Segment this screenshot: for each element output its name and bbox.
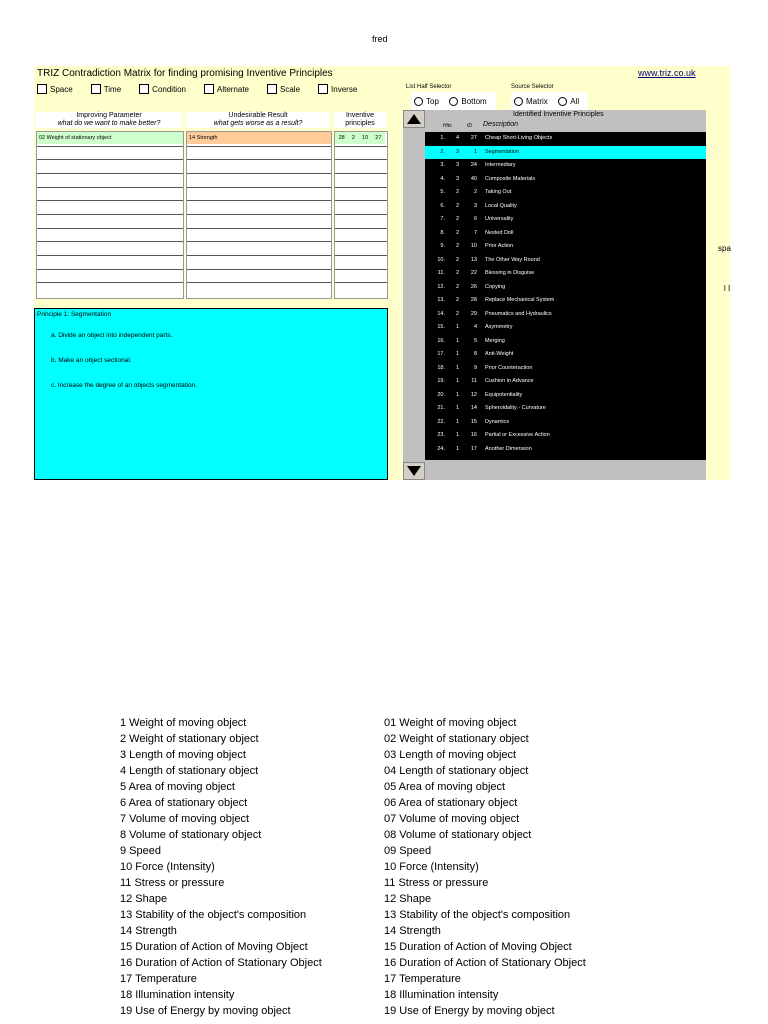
row-hits: 2 xyxy=(455,216,459,222)
principle-row[interactable] xyxy=(425,362,706,376)
principle-row[interactable] xyxy=(425,321,706,335)
row-index: 19. xyxy=(437,378,445,384)
matrix-radio[interactable]: Matrix xyxy=(514,97,548,106)
checkbox-box[interactable] xyxy=(204,84,214,94)
row-id: 2 xyxy=(473,189,477,195)
principle-detail-panel xyxy=(34,308,388,480)
arrow-up-icon xyxy=(407,114,421,124)
row-hits: 2 xyxy=(455,270,459,276)
row-hits: 2 xyxy=(455,229,459,236)
parameter-item: 10 Force (Intensity) xyxy=(120,861,215,873)
row-index: 2. xyxy=(440,148,445,155)
parameter-item: 18 Illumination intensity xyxy=(384,989,499,1001)
bottom-radio[interactable]: Bottom xyxy=(449,97,486,106)
condition-checkbox[interactable]: Condition xyxy=(139,83,186,95)
row-description: Partial or Excessive Action xyxy=(485,432,550,438)
row-hits: 3 xyxy=(455,175,459,182)
row-description: Prior Action xyxy=(485,243,514,249)
improving-header: Improving Parameter what do we want to make better? xyxy=(36,112,182,128)
row-description: Segmentation xyxy=(485,148,519,155)
row-id: 4 xyxy=(473,324,477,330)
principle-row[interactable] xyxy=(425,281,706,295)
row-description: Universality xyxy=(485,216,514,222)
row-description: The Other Way Round xyxy=(485,256,540,263)
id-header: ID xyxy=(467,123,472,129)
row-id: 6 xyxy=(473,216,477,222)
checkbox-box[interactable] xyxy=(318,84,328,94)
principle-row[interactable] xyxy=(425,254,706,268)
row-description: Copying xyxy=(485,283,506,290)
row-hits: 4 xyxy=(455,135,459,141)
principle-row[interactable] xyxy=(425,132,706,146)
scroll-down-button[interactable] xyxy=(403,462,425,480)
principle-value[interactable]: 2 xyxy=(351,135,355,141)
row-index: 5. xyxy=(440,189,445,195)
parameter-item: 04 Length of stationary object xyxy=(384,765,529,777)
row-id: 26 xyxy=(470,283,477,290)
parameter-item: 13 Stability of the object's composition xyxy=(384,909,571,921)
row-index: 24. xyxy=(437,445,445,452)
time-checkbox[interactable]: Time xyxy=(91,83,121,95)
row-id: 7 xyxy=(473,229,477,236)
row-description: Prior Counteraction xyxy=(485,364,533,371)
principle-row[interactable] xyxy=(425,443,706,457)
parameter-list-left xyxy=(120,715,322,1019)
all-radio[interactable]: All xyxy=(558,97,579,106)
hits-header: Hits xyxy=(443,123,452,129)
principle-row[interactable] xyxy=(425,416,706,430)
row-hits: 2 xyxy=(455,243,459,249)
principle-detail-item: c. Increase the degree of an objects segmentation. xyxy=(51,382,197,389)
parameter-item: 3 Length of moving object xyxy=(120,749,246,761)
identified-title: Identified Inventive Principles xyxy=(513,111,604,118)
principle-detail-item: b. Make an object sectional. xyxy=(51,357,132,364)
row-hits: 2 xyxy=(455,202,459,209)
row-index: 20. xyxy=(437,391,445,398)
row-description: Merging xyxy=(485,337,505,344)
row-index: 23. xyxy=(437,432,445,438)
scroll-up-button[interactable] xyxy=(403,110,425,128)
parameter-item: 08 Volume of stationary object xyxy=(384,829,532,841)
parameter-item: 7 Volume of moving object xyxy=(120,813,250,825)
parameter-item: 9 Speed xyxy=(120,845,161,857)
source-selector-label: Source Selector xyxy=(511,84,554,90)
principle-row[interactable] xyxy=(425,308,706,322)
parameter-item: 12 Shape xyxy=(384,893,432,905)
row-index: 14. xyxy=(437,310,445,317)
parameter-item: 09 Speed xyxy=(384,845,432,857)
row-description: Equipotentiality xyxy=(485,391,523,398)
row-hits: 1 xyxy=(455,351,459,357)
row-index: 15. xyxy=(437,324,445,330)
space-checkbox[interactable]: Space xyxy=(37,83,73,95)
row-hits: 2 xyxy=(455,297,459,303)
row-index: 4. xyxy=(440,175,445,182)
triz-link[interactable]: www.triz.co.uk xyxy=(638,68,696,78)
page-note: fred xyxy=(372,34,388,44)
row-id: 9 xyxy=(473,364,477,371)
parameter-item: 02 Weight of stationary object xyxy=(384,733,529,745)
principle-value[interactable]: 27 xyxy=(375,135,382,141)
radio-dot[interactable] xyxy=(514,97,523,106)
row-id: 12 xyxy=(470,391,477,398)
row-description: Replace Mechanical System xyxy=(485,297,555,303)
alternate-checkbox[interactable]: Alternate xyxy=(204,83,249,95)
row-id: 13 xyxy=(470,256,477,263)
row-hits: 1 xyxy=(455,445,459,452)
row-hits: 1 xyxy=(455,364,459,371)
parameter-item: 10 Force (Intensity) xyxy=(384,861,479,873)
principle-row[interactable] xyxy=(425,240,706,254)
description-header: Description xyxy=(483,121,519,128)
row-description: Anti-Weight xyxy=(485,351,514,357)
row-id: 22 xyxy=(470,270,477,276)
radio-dot[interactable] xyxy=(449,97,458,106)
parameter-item: 18 Illumination intensity xyxy=(120,989,235,1001)
side-label: spa xyxy=(718,244,731,253)
row-description: Blessing in Disguise xyxy=(485,270,535,276)
row-hits: 1 xyxy=(455,405,459,411)
parameter-item: 12 Shape xyxy=(120,893,168,905)
top-radio[interactable]: Top xyxy=(414,97,439,106)
row-index: 6. xyxy=(440,202,445,209)
row-hits: 3 xyxy=(455,148,459,155)
parameter-item: 15 Duration of Action of Moving Object xyxy=(384,941,572,953)
row-id: 8 xyxy=(473,351,477,357)
row-hits: 3 xyxy=(455,162,459,168)
worsening-header: Undesirable Result what gets worse as a result? xyxy=(186,112,330,128)
principle-row[interactable] xyxy=(425,375,706,389)
parameter-item: 15 Duration of Action of Moving Object xyxy=(120,941,308,953)
row-description: Pneumatics and Hydraulics xyxy=(485,310,552,317)
row-index: 10. xyxy=(437,256,445,263)
row-id: 16 xyxy=(470,432,477,438)
row-hits: 1 xyxy=(455,391,459,398)
row-id: 14 xyxy=(470,405,477,411)
row-index: 1. xyxy=(440,135,445,141)
row-index: 3. xyxy=(440,162,445,168)
principle-row[interactable] xyxy=(425,186,706,200)
row-description: Composite Materials xyxy=(485,175,536,182)
row-description: Intermediary xyxy=(485,162,516,168)
row-description: Cushion in Advance xyxy=(485,378,534,384)
worsening-selected[interactable]: 14 Strength xyxy=(187,132,331,144)
row-index: 21. xyxy=(437,405,445,411)
parameter-item: 05 Area of moving object xyxy=(384,781,506,793)
row-description: Nested Doll xyxy=(485,229,514,236)
parameter-item: 03 Length of moving object xyxy=(384,749,517,761)
row-index: 22. xyxy=(437,418,445,425)
row-id: 28 xyxy=(470,297,477,303)
row-index: 13. xyxy=(437,297,445,303)
list-scrollbar[interactable] xyxy=(403,110,425,480)
row-index: 16. xyxy=(437,337,445,344)
parameter-item: 16 Duration of Action of Stationary Object xyxy=(120,957,322,969)
checkbox-box[interactable] xyxy=(91,84,101,94)
arrow-down-icon xyxy=(407,466,421,476)
row-index: 9. xyxy=(440,243,445,249)
source-selector xyxy=(511,92,588,112)
principles-header: Inventive principles xyxy=(334,112,386,128)
principle-row[interactable] xyxy=(425,213,706,227)
inverse-checkbox[interactable]: Inverse xyxy=(318,83,357,95)
row-id: 24 xyxy=(470,162,477,168)
row-description: Spheroidality - Curvature xyxy=(485,405,546,411)
parameter-item: 07 Volume of moving object xyxy=(384,813,520,825)
identified-footer xyxy=(425,460,706,480)
row-index: 8. xyxy=(440,229,445,236)
option-checkboxes xyxy=(37,83,375,95)
checkbox-box[interactable] xyxy=(267,84,277,94)
row-description: Taking Out xyxy=(485,189,512,195)
row-description: Asymmetry xyxy=(485,324,513,330)
principle-row[interactable] xyxy=(425,335,706,349)
worsening-column xyxy=(186,131,332,299)
row-index: 7. xyxy=(440,216,445,222)
radio-dot[interactable] xyxy=(414,97,423,106)
principle-row[interactable] xyxy=(425,294,706,308)
parameter-item: 5 Area of moving object xyxy=(120,781,235,793)
row-hits: 1 xyxy=(455,324,459,330)
parameter-item: 19 Use of Energy by moving object xyxy=(384,1005,555,1017)
row-id: 15 xyxy=(470,418,477,425)
row-id: 27 xyxy=(470,135,477,141)
parameter-item: 19 Use of Energy by moving object xyxy=(120,1005,291,1017)
row-description: Dynamics xyxy=(485,418,510,425)
row-hits: 1 xyxy=(455,378,459,384)
principle-row[interactable] xyxy=(425,348,706,362)
principle-detail-title: Principle 1: Segmentation xyxy=(37,311,112,318)
row-id: 1 xyxy=(473,148,477,155)
parameter-item: 17 Temperature xyxy=(120,973,197,985)
row-hits: 1 xyxy=(455,337,459,344)
parameter-item: 4 Length of stationary object xyxy=(120,765,259,777)
principles-column xyxy=(334,131,388,299)
principle-row[interactable] xyxy=(425,429,706,443)
list-half-selector-label: List Half Selector xyxy=(406,84,452,90)
row-index: 18. xyxy=(437,364,445,371)
parameter-item: 06 Area of stationary object xyxy=(384,797,518,809)
scale-checkbox[interactable]: Scale xyxy=(267,83,300,95)
row-hits: 2 xyxy=(455,189,459,195)
parameter-list-right xyxy=(384,715,586,1019)
parameter-item: 1 Weight of moving object xyxy=(120,717,247,729)
principle-row[interactable] xyxy=(425,159,706,173)
improving-selected[interactable]: 02 Weight of stationary object xyxy=(37,132,183,144)
list-half-selector xyxy=(411,92,496,112)
radio-dot[interactable] xyxy=(558,97,567,106)
principle-row[interactable] xyxy=(425,227,706,241)
row-id: 10 xyxy=(470,243,477,249)
checkbox-box[interactable] xyxy=(139,84,149,94)
principle-value[interactable]: 10 xyxy=(362,135,369,141)
parameter-item: 6 Area of stationary object xyxy=(120,797,248,809)
row-id: 5 xyxy=(473,337,477,344)
row-description: Another Dimension xyxy=(485,445,532,452)
row-hits: 2 xyxy=(455,283,459,290)
row-index: 11. xyxy=(437,270,445,276)
parameter-item: 16 Duration of Action of Stationary Object xyxy=(384,957,586,969)
parameter-item: 11 Stress or pressure xyxy=(120,877,225,889)
side-label: l I xyxy=(724,284,731,293)
row-id: 40 xyxy=(470,175,477,182)
row-hits: 1 xyxy=(455,432,459,438)
page-title: TRIZ Contradiction Matrix for finding promising Inventive Principles xyxy=(37,68,333,79)
improving-column xyxy=(36,131,184,299)
row-description: Cheap Short-Living Objects xyxy=(485,135,553,141)
parameter-item: 17 Temperature xyxy=(384,973,461,985)
parameter-item: 01 Weight of moving object xyxy=(384,717,517,729)
row-hits: 1 xyxy=(455,418,459,425)
principles-values xyxy=(335,132,385,144)
principle-value[interactable]: 28 xyxy=(338,135,345,141)
identified-header xyxy=(425,110,706,132)
principle-row[interactable] xyxy=(425,173,706,187)
parameter-item: 11 Stress or pressure xyxy=(384,877,489,889)
principle-row[interactable] xyxy=(425,389,706,403)
parameter-item: 8 Volume of stationary object xyxy=(120,829,262,841)
row-id: 11 xyxy=(471,378,477,384)
row-id: 17 xyxy=(470,445,477,452)
parameter-item: 13 Stability of the object's composition xyxy=(120,909,307,921)
parameter-item: 14 Strength xyxy=(120,925,177,937)
principle-row[interactable] xyxy=(425,267,706,281)
principle-row[interactable] xyxy=(425,146,706,160)
parameter-item: 2 Weight of stationary object xyxy=(120,733,259,745)
checkbox-box[interactable] xyxy=(37,84,47,94)
principle-detail-item: a. Divide an object into independent parts. xyxy=(51,332,173,339)
row-hits: 2 xyxy=(455,256,459,263)
row-id: 3 xyxy=(473,202,477,209)
principle-row[interactable] xyxy=(425,200,706,214)
parameter-item: 14 Strength xyxy=(384,925,441,937)
row-hits: 2 xyxy=(455,310,459,317)
principle-row[interactable] xyxy=(425,402,706,416)
row-description: Local Quality xyxy=(485,202,517,209)
row-index: 17. xyxy=(437,351,445,357)
row-id: 29 xyxy=(470,310,477,317)
row-index: 12. xyxy=(437,283,445,290)
